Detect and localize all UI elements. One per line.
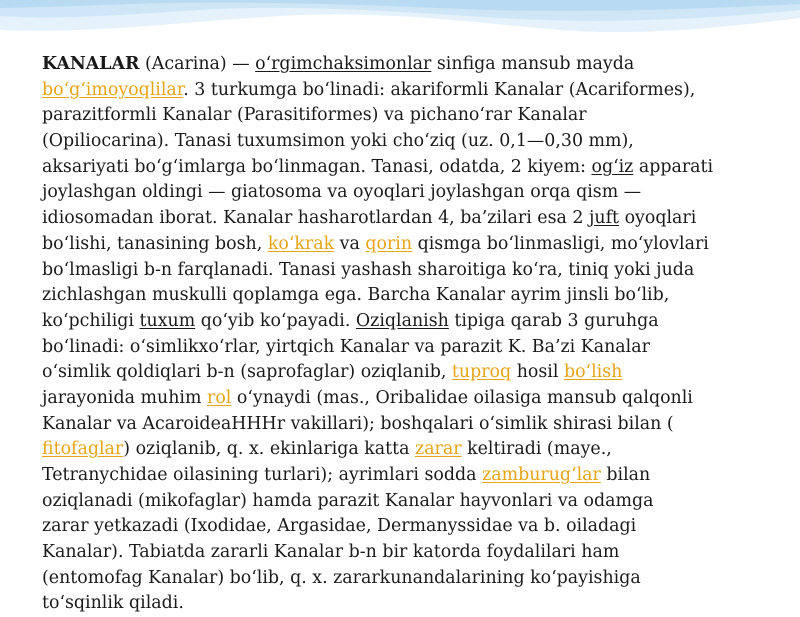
text-run: ko‘pchiligi [42, 310, 140, 331]
text-run: (entomofag Kanalar) bo‘lib, q. x. zararkunandalarining ko‘payishiga [42, 567, 641, 588]
text-run: qismga bo‘linmasligi, mo‘ylovlari [412, 233, 709, 254]
article-link-underlined[interactable]: juft [589, 208, 620, 229]
article-link[interactable]: rol [207, 387, 232, 408]
text-run: Kanalar va AcaroideaHHHr vakillari); boshqalari o‘simlik shirasi bilan ( [42, 413, 674, 434]
text-run: oyoqlari [619, 208, 697, 229]
article-text [42, 52, 772, 617]
text-line [42, 412, 772, 438]
text-run: idiosomadan iborat. Kanalar hasharotlardan 4, ba’zilari esa 2 [42, 208, 590, 229]
text-line [42, 591, 772, 617]
article-link[interactable]: fitofaglar [42, 439, 124, 460]
text-run: Tetranychidae oilasining turlari); ayrimlari sodda [42, 465, 483, 485]
text-line [42, 309, 772, 335]
text-run: joylashgan oldingi — giatosoma va oyoqlari joylashgan orqa qism — [42, 182, 642, 203]
text-run: keltiradi (maye., [461, 439, 612, 460]
text-run: tipiga qarab 3 guruhga [448, 310, 659, 331]
text-line [42, 463, 772, 489]
text-line [42, 386, 772, 412]
text-line [42, 566, 772, 592]
text-run: bo‘linadi: o‘simlikxo‘rlar, yirtqich Kanalar va parazit K. Ba’zi Kanalar [42, 336, 650, 357]
article-link[interactable]: bo‘lish [563, 362, 623, 383]
text-line [42, 129, 772, 155]
text-line [42, 52, 772, 78]
text-run: . 3 turkumga bo‘linadi: akariformli Kanalar (Acariformes), [183, 79, 696, 100]
text-line [42, 180, 772, 206]
text-run: bo‘lmasligi b-n farqlanadi. Tanasi yashash sharoitiga ko‘ra, tiniq yoki juda [42, 259, 695, 280]
article-link[interactable]: tuproq [451, 362, 512, 383]
article-link[interactable]: zamburug‘lar [482, 465, 601, 485]
article-link[interactable]: ko‘krak [267, 233, 335, 254]
text-line [42, 540, 772, 566]
text-run: Kanalar). Tabiatda zararli Kanalar b-n bir katorda foydalilari ham [42, 542, 620, 563]
text-line [42, 514, 772, 540]
text-run: (Opiliocarina). Tanasi tuxumsimon yoki cho‘ziq (uz. 0,1—0,30 mm), [42, 131, 634, 152]
text-run: ) oziqlanib, q. x. ekinlariga katta [123, 439, 416, 460]
text-run: hosil [511, 362, 564, 383]
header-wave-decoration [0, 0, 800, 60]
article-link[interactable]: bo‘g‘imoyoqlilar [42, 79, 184, 100]
text-line [42, 360, 772, 386]
text-line [42, 489, 772, 515]
article-link[interactable]: zarar [415, 439, 462, 460]
text-line [42, 206, 772, 232]
text-run: va [334, 233, 366, 254]
text-line [42, 155, 772, 181]
article-headword: KANALAR [42, 54, 140, 74]
text-run: qo‘yib ko‘payadi. [195, 310, 356, 331]
text-run: oziqlanadi (mikofaglar) hamda parazit Kanalar hayvonlari va odamga [42, 490, 654, 511]
article-link-underlined[interactable]: og‘iz [591, 156, 634, 177]
text-line [42, 437, 772, 463]
text-line [42, 283, 772, 309]
article-link-underlined[interactable]: Oziqlanish [355, 310, 449, 331]
text-run: bo‘lishi, tanasining bosh, [42, 233, 268, 254]
text-run: zarar yetkazadi (Ixodidae, Argasidae, Dermanyssidae va b. oiladagi [42, 516, 637, 537]
article-link-underlined[interactable]: o‘rgimchaksimonlar [255, 54, 432, 74]
text-line [42, 103, 772, 129]
text-run: parazitformli Kanalar (Parasitiformes) va pichano‘rar Kanalar [42, 105, 587, 126]
text-line [42, 78, 772, 104]
text-line [42, 335, 772, 361]
text-run: apparati [633, 156, 714, 177]
article-link-underlined[interactable]: tuxum [139, 310, 196, 331]
text-run: (Acarina) — [139, 54, 256, 74]
text-run: o‘simlik qoldiqlari b-n (saprofaglar) oziqlanib, [42, 362, 452, 383]
text-run: o‘ynaydi (mas., Oribalidae oilasiga mansub qalqonli [231, 387, 693, 408]
text-run: sinfiga mansub mayda [431, 54, 635, 74]
text-run: to‘sqinlik qiladi. [42, 593, 184, 614]
text-run: bilan [600, 465, 651, 485]
text-line [42, 232, 772, 258]
text-line [42, 258, 772, 284]
article-link[interactable]: qorin [365, 233, 413, 254]
text-run: zichlashgan muskulli qoplamga ega. Barcha Kanalar ayrim jinsli bo‘lib, [42, 285, 670, 306]
text-run: jarayonida muhim [42, 387, 207, 408]
text-run: aksariyati bo‘g‘imlarga bo‘linmagan. Tanasi, odatda, 2 kiyem: [42, 156, 592, 177]
